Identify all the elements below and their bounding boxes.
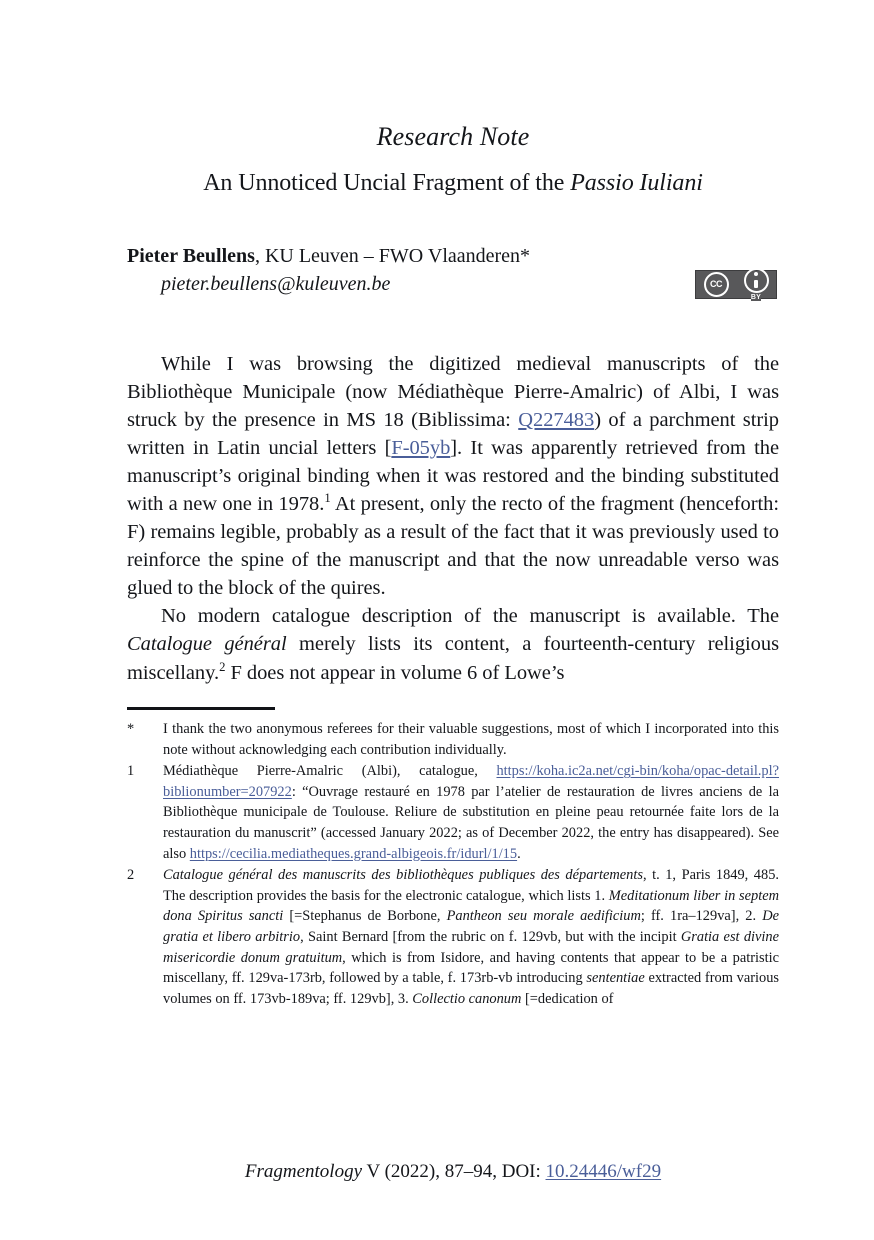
creative-commons-icon: CC — [704, 272, 729, 297]
link-cecilia-mediatheques[interactable]: https://cecilia.mediatheques.grand-albigeois.fr/idurl/1/15 — [189, 845, 518, 862]
fn2-segment-b: [=Stephanus de Borbone, — [283, 908, 447, 925]
fn2-italic-5: Gratia est divine misericordie donum gratuitum — [163, 928, 779, 966]
page-title — [127, 169, 779, 198]
fn1-segment-c: . — [517, 845, 521, 862]
link-biblissima-q227483[interactable]: Q227483 — [518, 408, 595, 431]
link-doi[interactable]: 10.24446/wf29 — [545, 1161, 662, 1182]
p2-segment-b: merely lists its content, a fourteenth-century religious miscellany. — [127, 633, 779, 684]
fn1-segment-b: : “Ouvrage restauré en 1978 par l’atelier de restauration de livres anciens de la Bibliothèque municipale de Toulouse. Reliure de substitution en pleine peau retournée faite lors de la restauration du manuscrit” (accessed January 2022; as of December 2022, the entry has disappeared). See also — [163, 783, 779, 862]
body-text — [127, 350, 779, 687]
footnotes-section — [127, 707, 779, 1010]
article-kicker: Research Note — [376, 122, 530, 151]
fn2-segment-g: [=dedication of — [521, 990, 614, 1007]
cc-by-badge[interactable] — [695, 270, 777, 299]
link-koha-catalogue[interactable]: https://koha.ic2a.net/cgi-bin/koha/opac-detail.pl?biblionumber=207922 — [163, 763, 779, 800]
fn2-segment-a: , t. 1, Paris 1849, 485. The description provides the basis for the electronic catalogue, which lists 1. — [163, 867, 779, 904]
article-title-italic: Passio Iuliani — [570, 169, 703, 196]
author-affiliation: , KU Leuven – FWO Vlaanderen* — [254, 244, 531, 267]
footnote-text — [163, 761, 779, 864]
p1-segment-c: ]. It was apparently retrieved from the manuscript’s original binding when it was restored and the binding substituted with a new one in 1978. — [127, 436, 779, 516]
fn2-segment-e: , which is from Isidore, and having contents that appear to be a patristic miscellany, ff. 129va-173rb, followed by a table, f. 173rb-vb introducing — [163, 949, 780, 987]
byline-block — [127, 242, 779, 304]
footnote-ref-1[interactable]: 1 — [324, 491, 331, 506]
page-footer — [127, 1160, 779, 1185]
fn2-italic-3: Pantheon seu morale aedificium — [446, 908, 641, 925]
cc-badge-left — [696, 272, 736, 297]
fn1-segment-a: Médiathèque Pierre-Amalric (Albi), catalogue, — [163, 763, 497, 780]
body-paragraph-1 — [127, 350, 779, 603]
p2-segment-c: F does not appear in volume 6 of Lowe’s — [225, 661, 565, 684]
p1-segment-a: While I was browsing the digitized medieval manuscripts of the Bibliothèque Municipale (now Médiathèque Pierre-Amalric) of Albi, I was struck by the presence in MS 18 (Biblissima: — [127, 352, 779, 431]
footnote-text — [163, 865, 779, 1009]
cc-by-label: BY — [750, 293, 762, 301]
title-block — [127, 122, 779, 198]
p2-italic-catalogue-general: Catalogue général — [127, 633, 287, 656]
fn2-italic-2: Meditationum liber in septem dona Spiritus sancti — [163, 887, 779, 925]
p1-segment-d: At present, only the recto of the fragment (henceforth: F) remains legible, probably as a result of the fact that it was previously used to reinforce the spine of the manuscript and that the now unreadable verso was glued to the block of the quires. — [127, 493, 780, 600]
footnote-text: I thank the two anonymous referees for their valuable suggestions, most of which I incorporated into this note without acknowledging each contribution individually. — [163, 721, 779, 758]
p1-segment-b: ) of a parchment strip written in Latin uncial letters [ — [127, 408, 779, 459]
footnote-marker: * — [127, 721, 135, 737]
journal-name: Fragmentology — [244, 1161, 363, 1182]
fn2-italic-1: Catalogue général des manuscrits des bibliothèques publiques des départements — [163, 867, 643, 884]
footnote-ref-2[interactable]: 2 — [219, 659, 226, 674]
footnote-marker: 1 — [127, 763, 135, 780]
footnote-item-2 — [127, 865, 779, 1009]
article-title-prefix: An Unnoticed Uncial Fragment of the — [203, 169, 571, 196]
footnote-item-asterisk — [127, 719, 779, 760]
link-fragment-f05yb[interactable]: F-05yb — [391, 436, 451, 459]
cc-badge-right — [736, 268, 776, 301]
p2-segment-a: No modern catalogue description of the manuscript is available. The — [161, 605, 779, 628]
footnote-marker: 2 — [127, 867, 135, 884]
fn2-segment-d: , Saint Bernard [from the rubric on f. 129vb, but with the incipit — [300, 928, 681, 945]
volume-and-pages: V (2022), 87–94, DOI: — [362, 1161, 546, 1182]
footnote-separator-rule — [127, 707, 275, 710]
fn2-segment-c: ; ff. 1ra–129va], 2. — [640, 908, 763, 925]
author-email: pieter.beullens@kuleuven.be — [161, 273, 391, 296]
author-name: Pieter Beullens — [127, 244, 255, 267]
fn2-italic-7: Collectio canonum — [412, 990, 522, 1007]
attribution-person-icon — [744, 268, 769, 293]
footnote-item-1 — [127, 761, 779, 864]
fn2-italic-6: sententiae — [586, 970, 645, 987]
content-column — [127, 0, 779, 687]
fn2-italic-4: De gratia et libero arbitrio — [163, 908, 780, 945]
body-paragraph-2 — [127, 602, 779, 686]
byline — [127, 242, 779, 299]
fn2-segment-f: extracted from various volumes on ff. 173vb-189va; ff. 129vb], 3. — [163, 970, 780, 1007]
